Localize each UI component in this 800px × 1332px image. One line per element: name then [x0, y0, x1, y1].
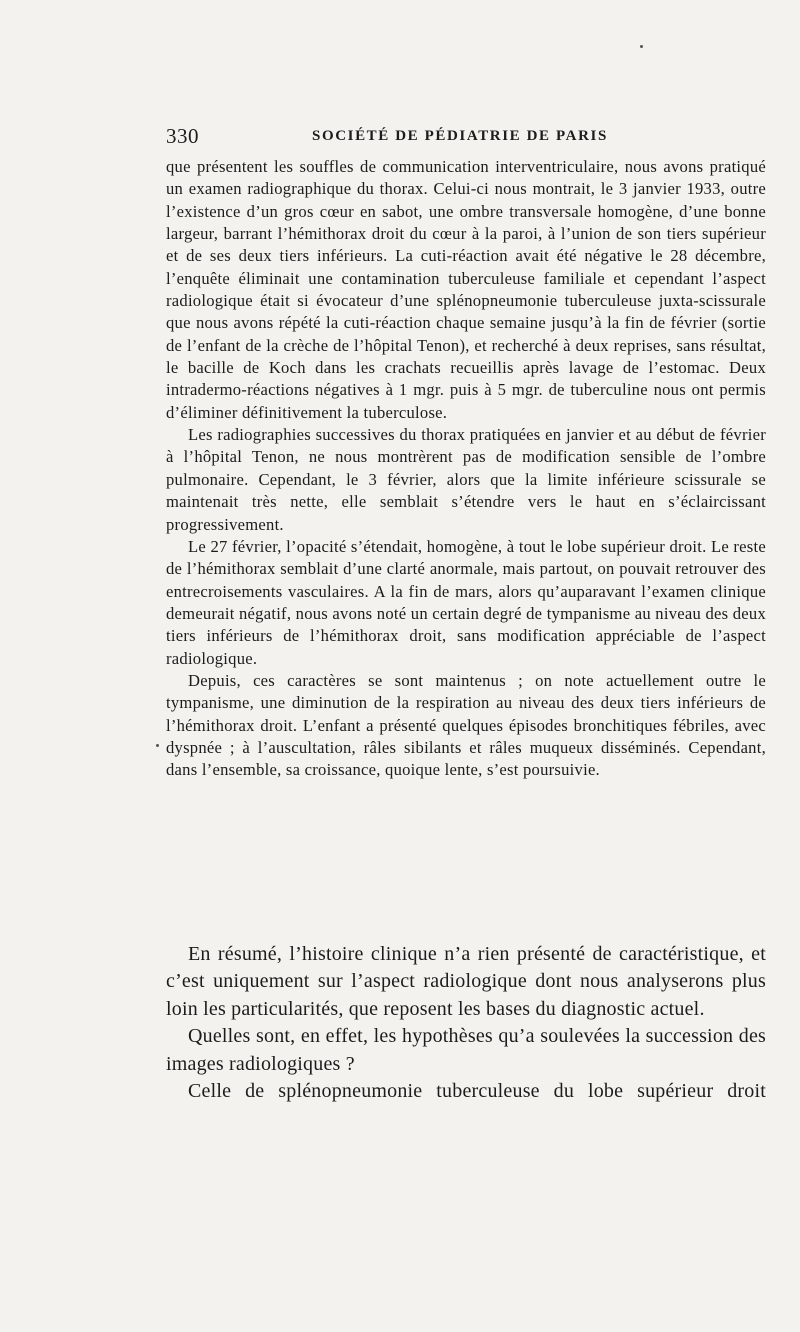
running-head: SOCIÉTÉ DE PÉDIATRIE DE PARIS: [312, 128, 608, 144]
ink-speck: [156, 744, 159, 747]
page-number: 330: [166, 124, 199, 148]
paragraph: Quelles sont, en effet, les hypothèses qu’a soulevées la succession des images radiologiques ?: [166, 1025, 766, 1075]
paragraph: Les radiographies successives du thorax pratiquées en janvier et au début de février à l’hôpital Tenon, ne nous montrèrent pas de modification sensible de l’ombre pulmonaire. Cependant, le 3 février, alors que la limite inférieure scissurale se maintenait très nette, elle semblait s’étendre vers le haut en s’éclaircissant progressivement.: [166, 425, 766, 534]
paragraph: En résumé, l’histoire clinique n’a rien présenté de caractéristique, et c’est uniquement sur l’aspect radiologique dont nous analyserons plus loin les particularités, que reposent les bases du diagnostic actuel.: [166, 943, 766, 1020]
paragraph: que présentent les souffles de communication interventriculaire, nous avons pratiqué un examen radiographique du thorax. Celui-ci nous montrait, le 3 janvier 1933, outre l’existence d’un gros cœur en sabot, une ombre transversale homogène, d’une bonne largeur, barrant l’hémithorax droit du cœur à la paroi, à l’union de son tiers supérieur et de ses deux tiers inférieurs. La cuti-réaction avait été négative le 28 décembre, l’enquête éliminait une contamination tuberculeuse familiale et cependant l’aspect radiologique était si évocateur d’une splénopneumonie tuberculeuse juxta-scissurale que nous avons répété la cuti-réaction chaque semaine jusqu’à la fin de février (sortie de l’enfant de la crèche de l’hôpital Tenon), et recherché à deux reprises, sans résultat, le bacille de Koch dans les crachats recueillis après lavage de l’estomac. Deux intradermo-réactions négatives à 1 mgr. puis à 5 mgr. de tuberculine nous ont permis d’éliminer définitivement la tuberculose.: [166, 157, 766, 422]
discussion-text: [166, 941, 766, 1105]
page-header: [166, 124, 766, 148]
ink-speck: [640, 45, 643, 48]
paragraph: Le 27 février, l’opacité s’étendait, homogène, à tout le lobe supérieur droit. Le reste de l’hémithorax semblait d’une clarté anormale, mais partout, on pouvait retrouver des entrecroisements vasculaires. A la fin de mars, alors qu’auparavant l’examen clinique demeurait négatif, nous avons noté un certain degré de tympanisme au niveau des deux tiers inférieurs de l’hémithorax droit, sans modification appréciable de l’aspect radiologique.: [166, 536, 766, 668]
case-report-text: [166, 156, 766, 782]
paragraph: Depuis, ces caractères se sont maintenus ; on note actuellement outre le tympanisme, une diminution de la respiration au niveau des deux tiers inférieurs de l’hémithorax droit. L’enfant a présenté quelques épisodes bronchitiques fébriles, avec dyspnée ; à l’auscultation, râles sibilants et râles muqueux disséminés. Cependant, dans l’ensemble, sa croissance, quoique lente, s’est poursuivie.: [166, 670, 766, 780]
paragraph: Celle de splénopneumonie tuberculeuse du lobe supérieur droit: [188, 1080, 766, 1103]
